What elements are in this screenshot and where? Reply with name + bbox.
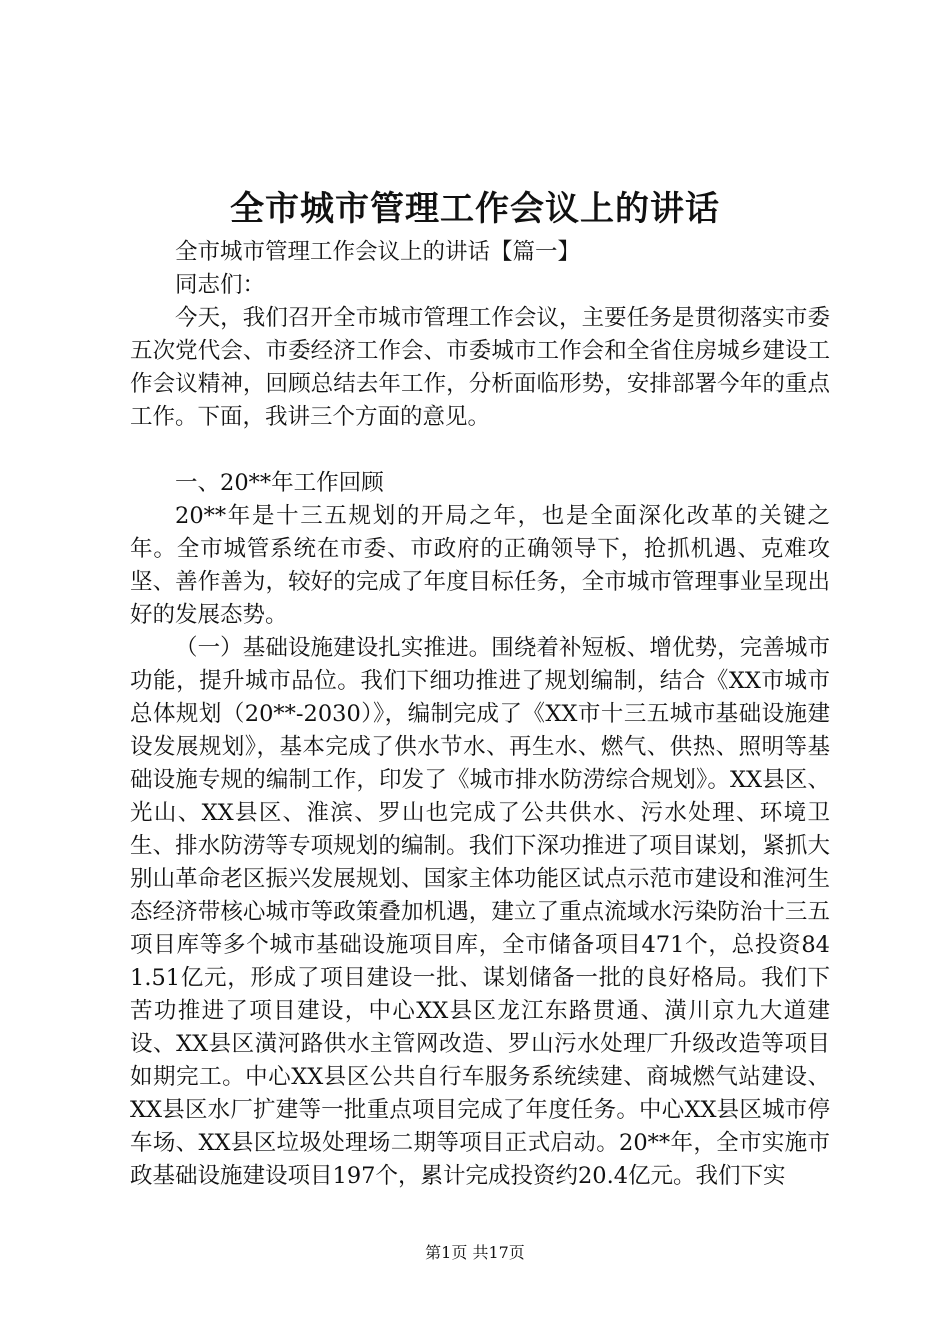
infrastructure-paragraph: （一）基础设施建设扎实推进。围绕着补短板、增优势，完善城市功能，提升城市品位。我们下细功推进了规划编制，结合《XX市城市总体规划（20**-2030）》，编制完成了《XX市十三五城市基础设施建设发展规划》，基本完成了供水节水、再生水、燃气、供热、照明等基础设施专规的编制工作，印发了《城市排水防涝综合规划》。XX县区、光山、XX县区、淮滨、罗山也完成了公共供水、污水处理、环境卫生、排水防涝等专项规划的编制。我们下深功推进了项目谋划，紧抓大别山革命老区振兴发展规划、国家主体功能区试点示范市建设和淮河生态经济带核心城市等政策叠加机遇，建立了重点流域水污染防治十三五项目库等多个城市基础设施项目库，全市储备项目471个，总投资841.51亿元，形成了项目建设一批、谋划储备一批的良好格局。我们下苦功推进了项目建设，中心XX县区龙江东路贯通、潢川京九大道建设、XX县区潢河路供水主管网改造、罗山污水处理厂升级改造等项目如期完工。中心XX县区公共自行车服务系统续建、商城燃气站建设、XX县区水厂扩建等一批重点项目完成了年度任务。中心XX县区城市停车场、XX县区垃圾处理场二期等项目正式启动。20**年，全市实施市政基础设施建设项目197个，累计完成投资约20.4亿元。我们下实 — [130, 635, 830, 1189]
section-heading: 全市城市管理工作会议上的讲话【篇一】 — [175, 239, 581, 265]
review-paragraph: 20**年是十三五规划的开局之年，也是全面深化改革的关键之年。全市城管系统在市委、市政府的正确领导下，抢抓机遇、克难攻坚、善作善为，较好的完成了年度目标任务，全市城市管理事业呈现出好的发展态势。 — [130, 503, 830, 628]
document-title: 全市城市管理工作会议上的讲话 — [230, 189, 720, 229]
page-footer: 第1页 共17页 — [425, 1243, 525, 1262]
intro-paragraph: 今天，我们召开全市城市管理工作会议，主要任务是贯彻落实市委五次党代会、市委经济工作会、市委城市工作会和全省住房城乡建设工作会议精神，回顾总结去年工作，分析面临形势，安排部署今年的重点工作。下面，我讲三个方面的意见。 — [130, 305, 830, 430]
paragraph-gap — [130, 434, 830, 467]
part-heading: 一、20**年工作回顾 — [175, 470, 384, 496]
salutation: 同志们： — [175, 272, 266, 298]
document-body — [130, 236, 830, 1193]
